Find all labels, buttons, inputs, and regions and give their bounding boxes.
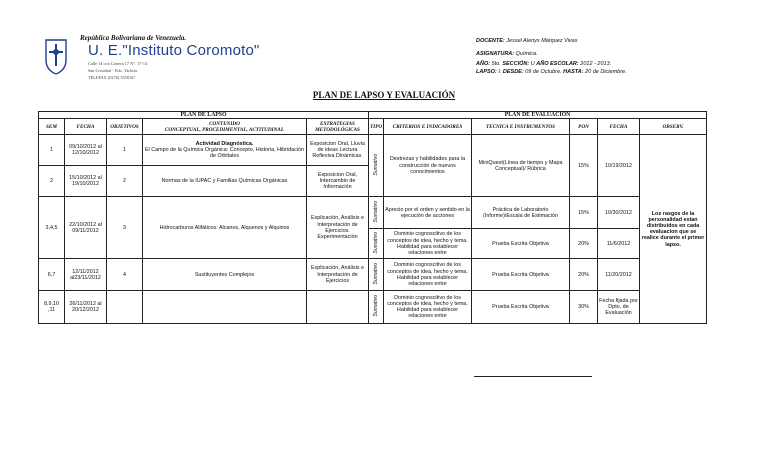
lapso-label: LAPSO: [476,69,497,75]
pon-cell: 30% [570,291,598,324]
tecnica-cell: Práctica de Laboratorio (Informe)/Escala de Estimación [472,197,570,229]
tipo-cell [369,229,384,259]
section-plan-evaluacion: PLAN DE EVALUACION [369,112,707,119]
sem-cell: 6,7 [39,259,65,291]
asignatura-line [476,51,538,57]
tecnica-cell: Prueba Escrita Objetiva [472,291,570,324]
tecnica-cell: Prueba Escrita Objetiva [472,229,570,259]
estrategias-cell [307,291,369,324]
header-estrategias: ESTRATEGIAS METODOLÓGICAS [307,119,369,135]
criterio-cell: Destrezas y habilidades para la construcción de nuevos conocimientos [384,135,472,197]
observ-cell: Los rasgos de la personalidad estan distribuidos en cada evaluacion que se realice durante el primer lapso. [640,135,707,324]
contenido-cell [143,135,307,166]
fecha-eval-cell: 10/19/2012 [598,135,640,197]
sem-cell: 2 [39,166,65,197]
objetivo-cell: 1 [107,135,143,166]
contenido-text: El Campo de la Química Orgánica: Concepto, Historia, Hibridación de Orbitales [144,147,305,160]
header-observ: OBSERV. [640,119,707,135]
tipo-text: Sumativo [372,295,379,317]
address-line: TELEFAX (0276) 3558167 [88,74,136,80]
objetivo-cell: 3 [107,197,143,259]
section-plan-lapso: PLAN DE LAPSO [39,112,369,119]
sem-cell: 3,4,5 [39,197,65,259]
contenido-title: Actividad Diagnóstica. [195,140,254,147]
docente-value: Jessel Alenys Márquez Vivas [506,38,578,44]
table-row [39,259,707,291]
table-row [39,291,707,324]
address-line: Calle 14 con Carrera 17 N°. 17-14 [88,61,148,66]
tipo-cell [369,259,384,291]
table-row [39,135,707,166]
header-sem: SEM [39,119,65,135]
objetivo-cell: 2 [107,166,143,197]
asignatura-label: ASIGNATURA: [476,51,515,57]
header-criterios: CRITERIOS E INDICADORES [384,119,472,135]
header-contenido-sub: CONCEPTUAL, PROCEDIMENTAL, ACTITUDINAL [164,126,285,133]
contenido-cell: Sustituyentes Complejos [143,259,307,291]
fecha-cell: 22/10/2012 al 09/11/2012 [65,197,107,259]
contenido-cell: Hidrocarburos Alifáticos: Alcanos, Alquenos y Alquinos [143,197,307,259]
objetivo-cell: 4 [107,259,143,291]
objetivo-cell [107,291,143,324]
fecha-cell: 26/11/2012 al 20/12/2012 [65,291,107,324]
tipo-text: Sumativo [372,231,379,254]
header-fecha-eval: FECHA [598,119,640,135]
fecha-cell: 09/10/2012 al 12/10/2012 [65,135,107,166]
ano-line [476,61,611,67]
ano-value: 5to. [491,61,501,67]
fecha-eval-cell: 11/20/2012 [598,259,640,291]
republic-name: República Bolivariana de Venezuela. [80,34,187,42]
criterio-cell: Dominio cognoscitivo de los conceptos de idea, hecho y tema. Habilidad para establecer relaciones entre [384,229,472,259]
contenido-cell [143,291,307,324]
fecha-eval-cell: 11/6/2012 [598,229,640,259]
fecha-cell: 15/10/2012 al 19/10/2012 [65,166,107,197]
lapso-value: I. [498,69,502,75]
seccion-label: SECCIÓN: [502,61,530,67]
school-address [88,61,147,81]
docente-line [476,38,578,44]
pon-cell: 20% [570,259,598,291]
desde-label: DESDE: [502,69,524,75]
document-title: PLAN DE LAPSO Y EVALUACIÓN [312,90,456,100]
pon-cell: 20% [570,229,598,259]
hasta-value: 20 de Diciembre. [585,69,627,75]
fecha-cell: 12/11/2012 al23/11/2012 [65,259,107,291]
estrategias-cell: Explicación, Análisis e Interpretación de Ejercicios [307,259,369,291]
hasta-label: HASTA: [563,69,584,75]
header-contenido-title: CONTENIDO [209,120,240,127]
school-crest-logo [44,38,68,76]
tecnica-cell: MiniQuest(Línea de tiempo y Mapa Conceptual)/ Rúbrica [472,135,570,197]
fecha-eval-cell: 10/30/2012 [598,197,640,229]
ano-escolar-label: AÑO ESCOLAR: [536,61,579,67]
pon-cell: 15% [570,135,598,197]
header-tecnica: TECNICA E INSTRUMENTOS [472,119,570,135]
address-line: San Cristóbal - Edo. Táchira [88,67,137,73]
docente-label: DOCENTE: [476,38,505,44]
sem-cell: 1 [39,135,65,166]
tipo-text: Sumativo [372,200,379,223]
criterio-cell: Dominio cognoscitivo de los conceptos de idea, hecho y tema. Habilidad para establecer relaciones entre [384,259,472,291]
estrategias-cell: Explicación, Análisis e Interpretación de Ejercicios. Experimentación [307,197,369,259]
ano-label: AÑO: [476,61,491,67]
header-pon: PON [570,119,598,135]
tipo-text: Sumativo [372,153,379,176]
estrategias-cell: Exposicion Oral, Lluvia de ideas Lectura Reflexiva Dinámicas. [307,135,369,166]
header-fecha: FECHA [65,119,107,135]
criterio-cell: Aprecio por el orden y sentido en la ejecución de acciones [384,197,472,229]
ano-escolar-value: 2012 - 2013. [580,61,612,67]
lapso-line [476,69,627,75]
pon-cell: 15% [570,197,598,229]
criterio-cell: Dominio cognoscitivo de los conceptos de idea, hecho y tema. Habilidad para establecer relaciones entre [384,291,472,324]
estrategias-cell: Exposicion Oral, Intercambio de Información [307,166,369,197]
fecha-eval-cell: Fecha fijada por Dpto. de Evaluación [598,291,640,324]
institute-name: U. E."Instituto Coromoto" [88,42,260,59]
plan-table [38,111,707,324]
tipo-cell [369,291,384,324]
table-row [39,197,707,229]
header-objetivos: OBJETIVOS [107,119,143,135]
tipo-text: Sumativo [372,262,379,285]
seccion-value: U [530,61,535,67]
tipo-cell [369,135,384,197]
desde-value: 09 de Octubre. [525,69,562,75]
contenido-cell: Normas de la IUPAC y Familias Químicas Orgánicas [143,166,307,197]
tipo-cell [369,197,384,229]
header-contenido [143,119,307,135]
signature-line [474,376,592,377]
tecnica-cell: Prueba Escrita Objetiva [472,259,570,291]
sem-cell: 8,9,10 ,11 [39,291,65,324]
header-tipo: TIPO [369,119,384,135]
asignatura-value: Química. [515,51,538,57]
